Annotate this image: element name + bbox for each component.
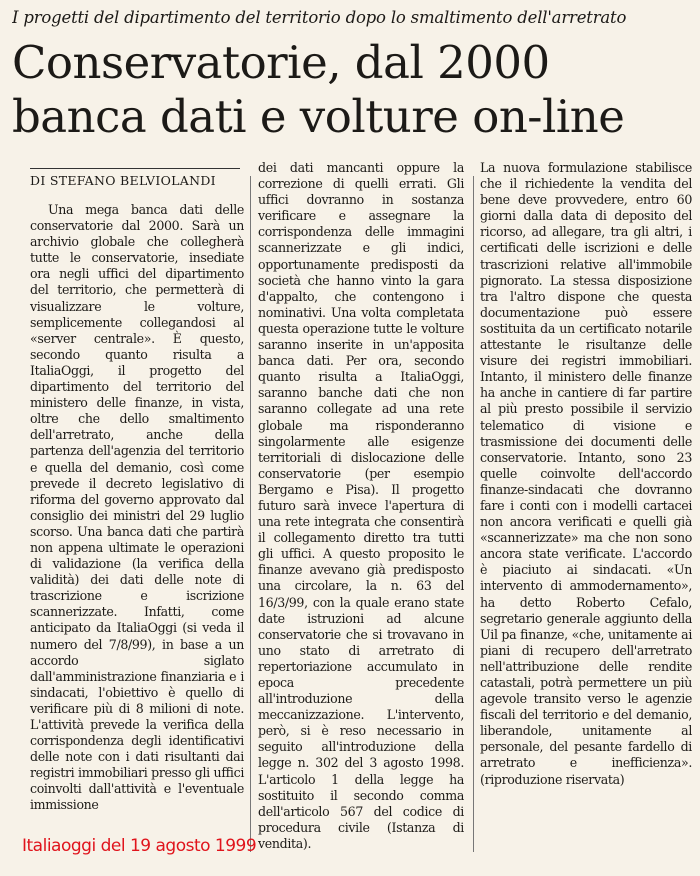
article-column-2 [258, 160, 464, 852]
headline [12, 36, 692, 144]
column-text: dei dati mancanti oppure la correzione di quelli errati. Gli uffici dovranno in sostanza verificare e assegnare la corrispondenza delle immagini scannerizzate e gli indici, opportunamente predisposti da società che hanno vinto la gara d'appalto, che contengono i nominativi. Una volta completata questa operazione tutte le volture saranno inserite in un'apposita banca dati. Per ora, secondo quanto risulta a ItaliaOggi, saranno banche dati che non saranno collegate ad una rete globale ma risponderanno singolarmente alle esigenze territoriali di dislocazione delle conservatorie (per esempio Bergamo e Pisa). Il progetto futuro sarà invece l'apertura di una rete integrata che consentirà il collegamento diretto tra tutti gli uffici. A questo proposito le finanze avevano già predisposto una circolare, la n. 63 del 16/3/99, con la quale erano state date istruzioni ad alcune conservatorie che si trovavano in uno stato di arretrato di repertoriazione accumulato in epoca precedente all'introduzione della meccanizzazione. L'intervento, però, si è reso necessario in seguito all'introduzione della legge n. 302 del 3 agosto 1998. L'articolo 1 della legge ha sostituito il secondo comma dell'articolo 567 del codice di procedura civile (Istanza di vendita). [258, 160, 464, 851]
column-divider [473, 176, 474, 852]
column-text: La nuova formulazione stabilisce che il richiedente la vendita del bene deve provvedere, entro 60 giorni dalla data di deposito del ricorso, ad allegare, tra gli altri, i certificati delle iscrizioni e delle trascrizioni relative all'immobile pignorato. La stessa disposizione tra l'altro dispone che questa documentazione può essere sostituita da un certificato notarile attestante le risultanze delle visure dei registri immobiliari. Intanto, il ministero delle finanze ha anche in cantiere di far partire al più presto possibile il servizio telematico di visione e trasmissione dei documenti delle conservatorie. Intanto, sono 23 quelle coinvolte dell'accordo finanze-sindacati che dovranno fare i conti con i modelli cartacei non ancora verificati e quelli già «scannerizzate» ma che non sono ancora state verificate. L'accordo è piaciuto ai sindacati. «Un intervento di ammodernamento», ha detto Roberto Cefalo, segretario generale aggiunto della Uil pa finanze, «che, unitamente ai piani di recupero dell'arretrato nell'attribuzione delle rendite catastali, potrà permettere un più agevole transito verso le agenzie fiscali del territorio e del demanio, liberandole, unitamente al personale, del pesante fardello di arretrato e inefficienza». (riproduzione riservata) [480, 160, 692, 787]
article-column-1 [30, 202, 244, 814]
headline-line-1: Conservatorie, dal 2000 [12, 36, 550, 89]
source-caption: Italiaoggi del 19 agosto 1999 [22, 836, 257, 856]
kicker: I progetti del dipartimento del territorio dopo lo smaltimento dell'arretrato [12, 8, 627, 27]
article-column-3 [480, 160, 692, 788]
headline-line-2: banca dati e volture on-line [12, 90, 625, 143]
byline: DI STEFANO BELVIOLANDI [30, 168, 240, 188]
column-text: Una mega banca dati delle conservatorie dal 2000. Sarà un archivio globale che collegherà tutte le conservatorie, insediate ora negli uffici del dipartimento del territorio, che permetterà di visualizzare le volture, semplicemente collegandosi al «server centrale». È questo, secondo quanto risulta a ItaliaOggi, il progetto del dipartimento del territorio del ministero delle finanze, in vista, oltre che dello smaltimento dell'arretrato, anche della partenza dell'agenzia del territorio e quella del demanio, così come prevede il decreto legislativo di riforma del governo approvato dal consiglio dei ministri del 29 luglio scorso. Una banca dati che partirà non appena ultimate le operazioni di validazione (la verifica della validità) dei dati delle note di trascrizione e iscrizione scannerizzate. Infatti, come anticipato da ItaliaOggi (si veda il numero del 7/8/99), in base a un accordo siglato dall'amministrazione finanziaria e i sindacati, l'obiettivo è quello di verificare più di 8 milioni di note. L'attività prevede la verifica della corrispondenza degli identificativi delle note con i dati risultanti dai registri immobiliari presso gli uffici coinvolti dall'attività e l'eventuale immissione [30, 202, 244, 813]
column-divider [250, 176, 251, 852]
